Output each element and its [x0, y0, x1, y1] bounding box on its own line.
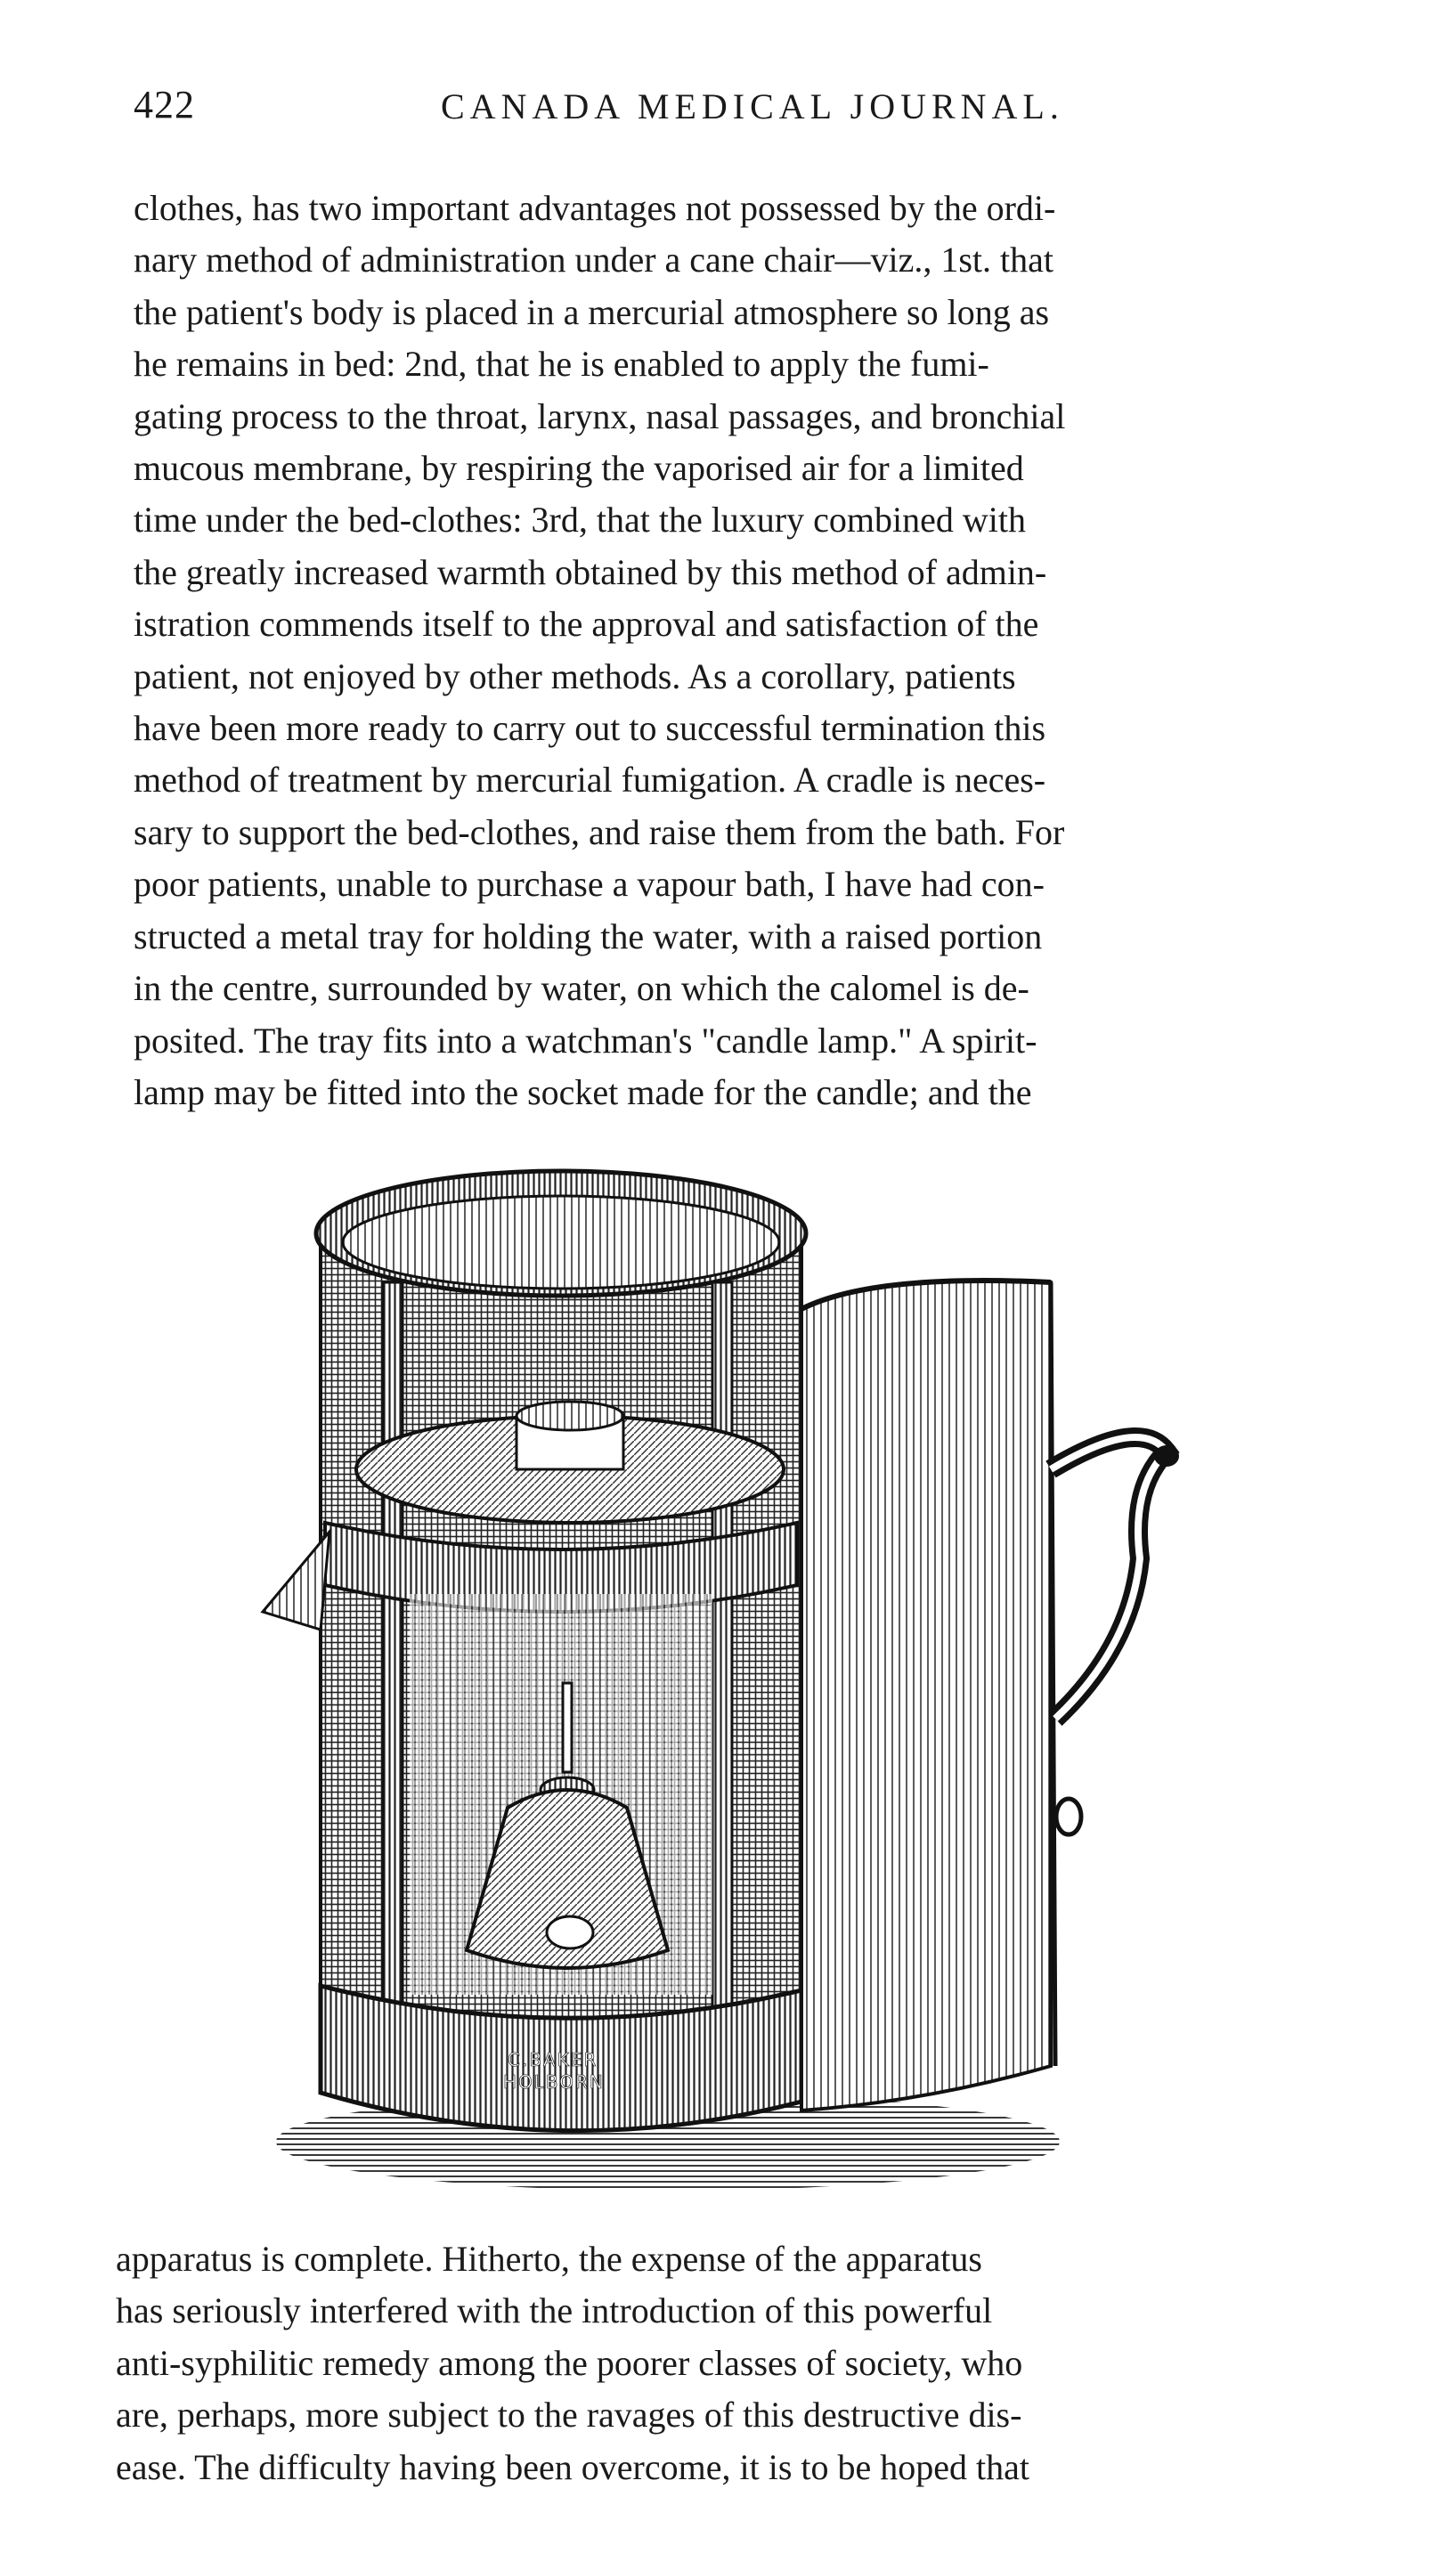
text-line: method of treatment by mercurial fumigation. A cradle is neces-: [134, 760, 1046, 801]
text-line: istration commends itself to the approval and satisfaction of the: [134, 604, 1039, 645]
text-line: are, perhaps, more subject to the ravages of this destructive dis-: [116, 2395, 1022, 2436]
text-line: have been more ready to carry out to successful termination this: [134, 708, 1046, 749]
text-line: sary to support the bed-clothes, and raise them from the bath. For: [134, 811, 1065, 852]
text-line: nary method of administration under a cane chair—viz., 1st. that: [134, 240, 1054, 281]
text-line: time under the bed-clothes: 3rd, that the luxury combined with: [134, 500, 1026, 541]
text-line: apparatus is complete. Hitherto, the expense of the apparatus: [116, 2239, 982, 2279]
text-line: ease. The difficulty having been overcome, it is to be hoped that: [116, 2446, 1029, 2487]
engraver-mark: HOLBORN: [503, 2071, 605, 2093]
body-paragraph-bottom: [116, 2233, 1362, 2493]
text-line: structed a metal tray for holding the water, with a raised portion: [134, 915, 1043, 956]
page-number: 422: [134, 83, 195, 126]
text-line: mucous membrane, by respiring the vaporised air for a limited: [134, 448, 1024, 489]
text-line: gating process to the throat, larynx, nasal passages, and bronchial: [134, 395, 1066, 436]
text-line: clothes, has two important advantages not possessed by the ordi-: [134, 188, 1056, 228]
running-title: CANADA MEDICAL JOURNAL.: [441, 86, 1064, 126]
text-line: lamp may be fitted into the socket made for the candle; and the: [134, 1071, 1032, 1112]
body-paragraph-top: [134, 183, 1380, 1118]
text-line: anti-syphilitic remedy among the poorer classes of society, who: [116, 2342, 1023, 2383]
text-line: posited. The tray fits into a watchman's "candle lamp." A spirit-: [134, 1020, 1037, 1061]
text-line: the patient's body is placed in a mercurial atmosphere so long as: [134, 291, 1050, 332]
frame-bar: [712, 1282, 732, 2066]
engraver-mark: C.BAKER: [508, 2049, 598, 2070]
frame-bar: [383, 1282, 403, 2066]
text-line: in the centre, surrounded by water, on which the calomel is de-: [134, 968, 1029, 1009]
page-header: [134, 82, 1380, 135]
lamp-apparatus-illustration: [249, 1149, 1229, 2217]
side-spout: [263, 1532, 329, 1630]
lamp-wick: [563, 1683, 572, 1772]
door-latch: [1056, 1799, 1081, 1834]
text-line: the greatly increased warmth obtained by this method of admin-: [134, 551, 1047, 592]
text-line: he remains in bed: 2nd, that he is enabled to apply the fumi-: [134, 344, 989, 385]
lantern-door: [801, 1281, 1051, 2110]
text-line: has seriously interfered with the introduction of this powerful: [116, 2290, 993, 2331]
text-line: poor patients, unable to purchase a vapour bath, I have had con-: [134, 864, 1045, 905]
text-line: patient, not enjoyed by other methods. As a corollary, patients: [134, 655, 1016, 696]
